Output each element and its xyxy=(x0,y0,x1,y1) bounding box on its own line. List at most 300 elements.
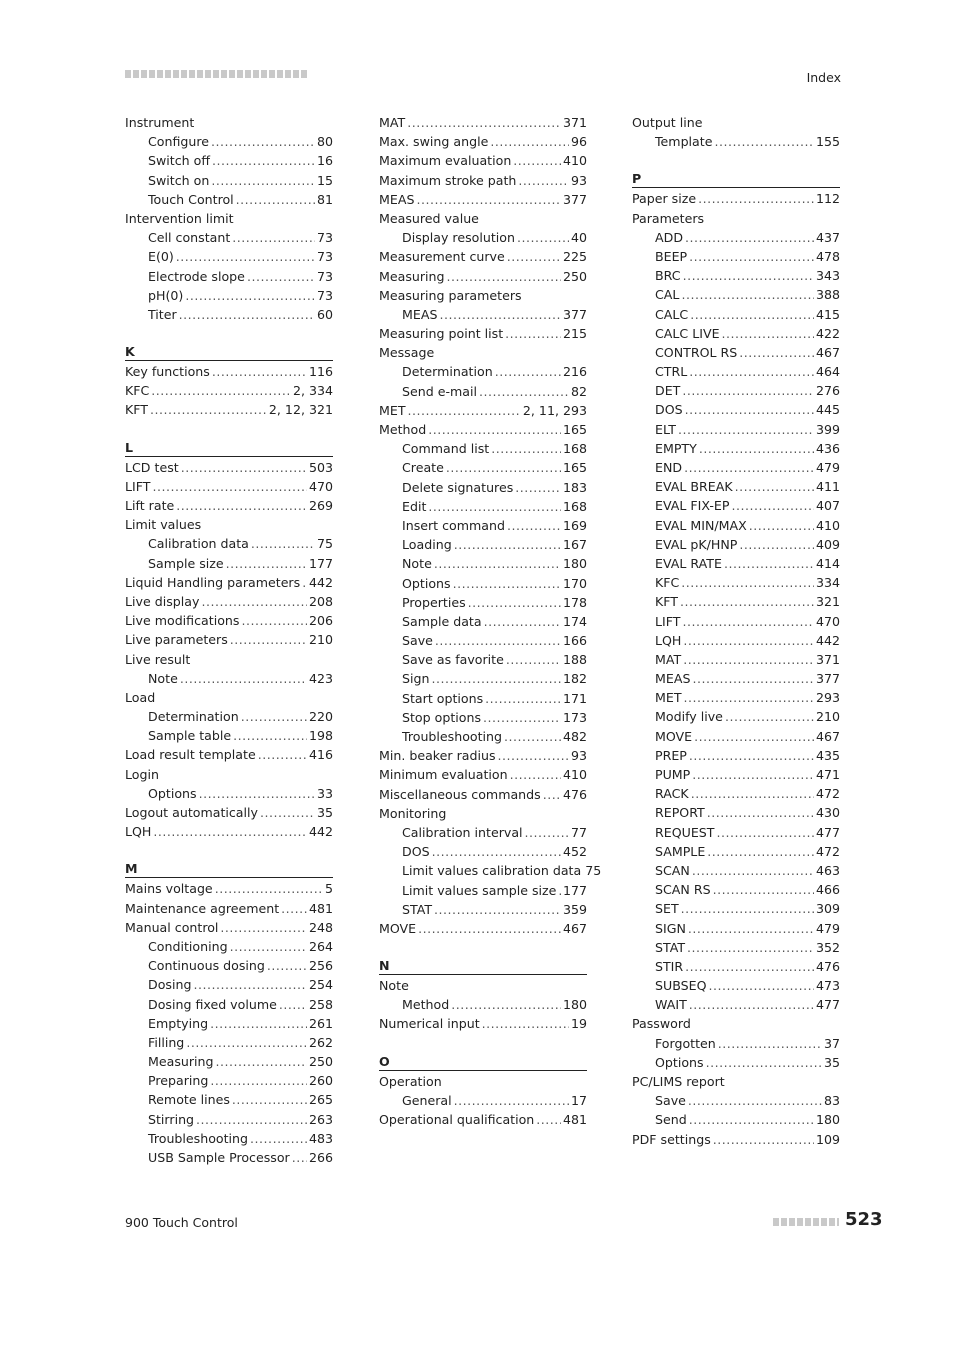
index-subentry xyxy=(125,171,333,190)
entry-page-ref: 399 xyxy=(815,421,840,437)
index-entry xyxy=(125,592,333,611)
index-subentry xyxy=(379,305,587,324)
index-subentry xyxy=(632,784,840,803)
index-subentry xyxy=(379,842,587,861)
dot-leader xyxy=(510,765,561,784)
entry-page-ref: 466 xyxy=(815,882,840,898)
entry-page-ref: 467 xyxy=(815,344,840,360)
entry-page-ref: 220 xyxy=(308,709,333,725)
entry-term: Max. swing angle xyxy=(379,134,489,150)
index-subentry xyxy=(632,612,840,631)
index-entry xyxy=(379,151,587,170)
entry-term: Measuring xyxy=(379,268,445,284)
index-subentry xyxy=(632,381,840,400)
entry-term: EVAL RATE xyxy=(655,555,722,571)
index-entry xyxy=(125,765,333,784)
entry-term: Insert command xyxy=(402,517,505,533)
dot-leader xyxy=(681,573,814,592)
entry-term: KFT xyxy=(655,594,678,610)
index-subentry xyxy=(125,1071,333,1090)
entry-page-ref: 2, 12, 321 xyxy=(268,402,333,418)
index-entry xyxy=(125,879,333,898)
index-entry xyxy=(379,247,587,266)
entry-page-ref: 170 xyxy=(562,575,587,591)
dot-leader xyxy=(683,631,814,650)
entry-term: Modify live xyxy=(655,709,723,725)
index-subentry xyxy=(125,1129,333,1148)
entry-term: EMPTY xyxy=(655,440,697,456)
entry-page-ref: 248 xyxy=(308,919,333,935)
dot-leader xyxy=(180,669,307,688)
dot-leader xyxy=(408,401,521,420)
entry-page-ref: 437 xyxy=(815,229,840,245)
entry-page-ref: 467 xyxy=(562,920,587,936)
index-entry xyxy=(632,113,840,132)
index-subentry xyxy=(379,478,587,497)
entry-page-ref: 422 xyxy=(815,325,840,341)
entry-term: BRC xyxy=(655,268,681,284)
dot-leader xyxy=(454,535,561,554)
index-subentry xyxy=(379,362,587,381)
entry-term: Dosing fixed volume xyxy=(148,996,277,1012)
entry-page-ref: 173 xyxy=(562,709,587,725)
index-entry xyxy=(125,573,333,592)
index-subentry xyxy=(632,957,840,976)
entry-term: Touch Control xyxy=(148,191,234,207)
index-entry xyxy=(125,496,333,515)
entry-page-ref: 481 xyxy=(308,900,333,916)
index-subentry xyxy=(125,247,333,266)
index-subentry xyxy=(632,669,840,688)
dot-leader xyxy=(176,496,307,515)
entry-term: Note xyxy=(379,978,409,994)
index-subentry xyxy=(632,458,840,477)
entry-term: Monitoring xyxy=(379,805,447,821)
dot-leader xyxy=(689,362,814,381)
dot-leader xyxy=(505,324,561,343)
entry-term: Cell constant xyxy=(148,230,231,246)
entry-page-ref: 155 xyxy=(815,134,840,150)
entry-page-ref: 263 xyxy=(308,1111,333,1127)
entry-page-ref: 167 xyxy=(562,537,587,553)
index-subentry xyxy=(632,400,840,419)
entry-page-ref: 334 xyxy=(815,575,840,591)
entry-page-ref: 250 xyxy=(562,268,587,284)
entry-page-ref: 371 xyxy=(562,115,587,130)
entry-page-ref: 377 xyxy=(562,306,587,322)
index-subentry xyxy=(632,765,840,784)
entry-page-ref: 442 xyxy=(308,574,333,590)
entry-term: Forgotten xyxy=(655,1035,716,1051)
dot-leader xyxy=(707,842,814,861)
entry-page-ref: 96 xyxy=(570,134,587,150)
dot-leader xyxy=(678,420,814,439)
entry-term: Sample data xyxy=(402,613,482,629)
entry-page-ref: 180 xyxy=(562,997,587,1013)
index-entry xyxy=(125,918,333,937)
entry-page-ref: 411 xyxy=(815,479,840,495)
entry-page-ref: 37 xyxy=(823,1035,840,1051)
index-entry xyxy=(125,209,333,228)
dot-leader xyxy=(684,688,814,707)
entry-term: Sample table xyxy=(148,728,232,744)
entry-term: Delete signatures xyxy=(402,479,514,495)
entry-term: SCAN xyxy=(655,862,690,878)
entry-term: LQH xyxy=(125,824,152,840)
dot-leader xyxy=(716,823,813,842)
entry-page-ref: 93 xyxy=(570,172,587,188)
entry-page-ref: 215 xyxy=(562,326,587,342)
index-subentry xyxy=(632,516,840,535)
entry-term: Sample size xyxy=(148,555,224,571)
dot-leader xyxy=(230,937,307,956)
dot-leader xyxy=(735,477,814,496)
dot-leader xyxy=(709,976,814,995)
dot-leader xyxy=(181,458,307,477)
entry-page-ref: 210 xyxy=(308,632,333,648)
entry-page-ref: 464 xyxy=(815,364,840,380)
index-entry xyxy=(125,400,333,419)
index-entry xyxy=(379,209,587,228)
index-subentry xyxy=(632,362,840,381)
entry-term: Calibration data xyxy=(148,536,249,552)
entry-page-ref: 463 xyxy=(815,862,840,878)
index-entry xyxy=(125,113,333,132)
entry-term: Key functions xyxy=(125,364,210,380)
index-subentry xyxy=(379,612,587,631)
index-subentry xyxy=(632,1053,840,1072)
entry-term: SUBSEQ xyxy=(655,978,707,994)
entry-term: MEAS xyxy=(402,306,438,322)
entry-page-ref: 15 xyxy=(316,172,333,188)
entry-page-ref: 16 xyxy=(316,153,333,169)
dot-leader xyxy=(236,190,315,209)
entry-page-ref: 472 xyxy=(815,843,840,859)
index-subentry xyxy=(632,631,840,650)
entry-term: Emptying xyxy=(148,1015,209,1031)
index-entry xyxy=(125,458,333,477)
entry-page-ref: 478 xyxy=(815,248,840,264)
dot-leader xyxy=(731,496,813,515)
entry-page-ref: 352 xyxy=(815,939,840,955)
entry-term: PREP xyxy=(655,747,687,763)
index-subentry xyxy=(632,535,840,554)
index-subentry xyxy=(379,535,587,554)
entry-term: Limit values sample size xyxy=(402,882,557,898)
entry-page-ref: 477 xyxy=(815,997,840,1013)
entry-term: Intervention limit xyxy=(125,210,234,226)
index-subentry xyxy=(632,132,840,151)
dot-leader xyxy=(739,343,814,362)
entry-term: Operational qualification xyxy=(379,1112,535,1127)
dot-leader xyxy=(454,1091,569,1110)
page-number: 523 xyxy=(845,1209,883,1230)
dot-leader xyxy=(683,650,814,669)
index-subentry xyxy=(379,650,587,669)
index-entry xyxy=(379,1014,587,1033)
entry-term: Measuring xyxy=(148,1054,214,1070)
entry-page-ref: 471 xyxy=(815,767,840,782)
dot-leader xyxy=(233,726,307,745)
entry-term: Command list xyxy=(402,441,490,457)
entry-term: Options xyxy=(655,1054,704,1070)
dot-leader xyxy=(196,1110,307,1129)
entry-term: EVAL FIX-EP xyxy=(655,498,730,514)
index-subentry xyxy=(632,842,840,861)
entry-term: MOVE xyxy=(655,728,693,744)
entry-page-ref: 182 xyxy=(562,671,587,687)
index-subentry xyxy=(379,727,587,746)
entry-term: SET xyxy=(655,901,679,917)
entry-page-ref: 472 xyxy=(815,786,840,802)
entry-page-ref: 35 xyxy=(823,1054,840,1070)
index-subentry xyxy=(379,881,587,900)
dot-leader xyxy=(518,171,569,190)
entry-page-ref: 423 xyxy=(308,670,333,686)
header-title: Index xyxy=(806,70,841,85)
index-subentry xyxy=(632,707,840,726)
index-subentry xyxy=(379,228,587,247)
dot-leader xyxy=(186,1033,307,1052)
index-subentry xyxy=(125,267,333,286)
dot-leader xyxy=(232,228,315,247)
index-subentry xyxy=(379,861,602,880)
index-subentry xyxy=(632,1110,840,1129)
index-entry xyxy=(379,1110,587,1129)
entry-term: Stop options xyxy=(402,709,482,725)
entry-term: LIFT xyxy=(655,613,681,629)
entry-page-ref: 171 xyxy=(562,690,587,706)
dot-leader xyxy=(446,458,561,477)
entry-term: Options xyxy=(148,785,197,801)
index-entry xyxy=(125,362,333,381)
entry-term: KFC xyxy=(655,575,680,591)
entry-term: Output line xyxy=(632,115,703,130)
index-subentry xyxy=(632,305,840,324)
index-subentry xyxy=(125,995,333,1014)
dot-leader xyxy=(447,267,561,286)
index-subentry xyxy=(632,439,840,458)
index-subentry xyxy=(379,439,587,458)
index-subentry xyxy=(125,937,333,956)
dot-leader xyxy=(690,305,814,324)
index-subentry xyxy=(632,477,840,496)
dot-leader xyxy=(226,554,307,573)
entry-page-ref: 165 xyxy=(562,422,587,437)
index-entry xyxy=(379,132,587,151)
dot-leader xyxy=(250,1129,307,1148)
entry-term: STAT xyxy=(655,939,686,955)
index-subentry xyxy=(379,689,587,708)
index-entry xyxy=(379,190,587,209)
index-subentry xyxy=(379,516,587,535)
dot-leader xyxy=(179,305,315,324)
entry-page-ref: 19 xyxy=(570,1016,587,1032)
entry-page-ref: 479 xyxy=(815,920,840,936)
entry-term: Sign xyxy=(402,671,430,687)
dot-leader xyxy=(498,746,569,765)
entry-term: Miscellaneous commands xyxy=(379,786,541,802)
entry-page-ref: 377 xyxy=(562,191,587,207)
dot-leader xyxy=(482,1014,569,1033)
index-subentry xyxy=(379,554,587,573)
entry-term: REQUEST xyxy=(655,824,715,840)
entry-page-ref: 73 xyxy=(316,230,333,246)
entry-term: Lift rate xyxy=(125,498,175,513)
index-entry xyxy=(379,343,587,362)
entry-page-ref: 430 xyxy=(815,805,840,821)
entry-page-ref: 165 xyxy=(562,460,587,476)
entry-term: Parameters xyxy=(632,210,705,226)
index-subentry xyxy=(379,823,587,842)
dot-leader xyxy=(230,630,307,649)
entry-term: Mains voltage xyxy=(125,881,213,897)
dot-leader xyxy=(220,918,307,937)
entry-term: Switch off xyxy=(148,153,211,169)
dot-leader xyxy=(543,785,561,804)
entry-term: KFT xyxy=(125,402,148,418)
dot-leader xyxy=(689,746,814,765)
entry-term: Determination xyxy=(148,709,239,725)
index-entry xyxy=(125,688,333,707)
index-entry xyxy=(632,1014,840,1033)
entry-term: MOVE xyxy=(379,920,417,936)
dot-leader xyxy=(434,554,561,573)
entry-page-ref: 343 xyxy=(815,268,840,284)
entry-term: Determination xyxy=(402,364,493,380)
index-subentry xyxy=(632,228,840,247)
entry-term: SIGN xyxy=(655,920,686,936)
entry-term: Send e-mail xyxy=(402,383,477,399)
entry-term: LIFT xyxy=(125,478,151,494)
index-entry xyxy=(379,401,587,420)
entry-page-ref: 276 xyxy=(815,383,840,399)
dot-leader xyxy=(490,132,569,151)
entry-term: MET xyxy=(379,402,406,418)
entry-page-ref: 250 xyxy=(308,1054,333,1070)
entry-term: Stirring xyxy=(148,1111,195,1127)
entry-term: Display resolution xyxy=(402,230,515,246)
entry-term: Save xyxy=(402,633,433,649)
index-entry xyxy=(125,611,333,630)
index-letter-heading: M xyxy=(125,860,333,878)
entry-page-ref: 476 xyxy=(815,958,840,974)
index-subentry xyxy=(125,151,333,170)
dot-leader xyxy=(241,707,307,726)
dot-leader xyxy=(468,593,561,612)
entry-term: Filling xyxy=(148,1034,185,1050)
entry-term: Logout automatically xyxy=(125,805,258,820)
entry-page-ref: 93 xyxy=(570,748,587,764)
entry-term: PDF settings xyxy=(632,1131,711,1147)
entry-term: Configure xyxy=(148,134,210,150)
index-subentry xyxy=(632,554,840,573)
entry-page-ref: 174 xyxy=(562,613,587,629)
entry-page-ref: 180 xyxy=(815,1112,840,1128)
entry-page-ref: 265 xyxy=(308,1092,333,1108)
entry-page-ref: 261 xyxy=(308,1015,333,1031)
dot-leader xyxy=(713,1130,814,1149)
entry-page-ref: 33 xyxy=(316,785,333,801)
dot-leader xyxy=(212,362,307,381)
entry-page-ref: 481 xyxy=(562,1112,587,1127)
index-subentry xyxy=(125,228,333,247)
entry-term: Live display xyxy=(125,593,200,609)
index-entry xyxy=(379,785,587,804)
entry-term: Load xyxy=(125,689,156,705)
entry-page-ref: 5 xyxy=(324,881,333,897)
entry-term: Calibration interval xyxy=(402,824,523,840)
dot-leader xyxy=(718,1034,822,1053)
index-subentry xyxy=(125,1033,333,1052)
dot-leader xyxy=(515,478,561,497)
dot-leader xyxy=(267,956,307,975)
dot-leader xyxy=(688,1091,822,1110)
entry-term: Method xyxy=(379,422,427,437)
dot-leader xyxy=(713,880,814,899)
index-letter-heading: K xyxy=(125,343,333,361)
index-entry xyxy=(379,171,587,190)
entry-page-ref: 467 xyxy=(815,728,840,744)
entry-page-ref: 479 xyxy=(815,460,840,475)
entry-term: REPORT xyxy=(655,805,705,821)
entry-term: pH(0) xyxy=(148,287,184,303)
dot-leader xyxy=(504,727,561,746)
entry-page-ref: 75 xyxy=(316,536,333,552)
index-subentry xyxy=(632,919,840,938)
entry-page-ref: 225 xyxy=(562,249,587,265)
entry-page-ref: 168 xyxy=(562,441,587,457)
index-column-3 xyxy=(632,113,840,1149)
dot-leader xyxy=(687,938,814,957)
index-subentry xyxy=(632,976,840,995)
index-subentry xyxy=(125,554,333,573)
dot-leader xyxy=(699,439,814,458)
index-subentry xyxy=(125,305,333,324)
entry-page-ref: 483 xyxy=(308,1130,333,1146)
entry-page-ref: 359 xyxy=(562,901,587,917)
dot-leader xyxy=(150,400,267,419)
index-entry xyxy=(632,1130,840,1149)
entry-page-ref: 177 xyxy=(562,882,587,898)
entry-term: USB Sample Processor xyxy=(148,1150,290,1165)
index-entry xyxy=(125,650,333,669)
entry-term: Template xyxy=(655,134,713,150)
entry-term: Message xyxy=(379,345,435,361)
entry-page-ref: 169 xyxy=(562,517,587,533)
entry-term: Numerical input xyxy=(379,1016,480,1032)
dot-leader xyxy=(185,286,315,305)
dot-leader xyxy=(691,784,814,803)
index-subentry xyxy=(632,861,840,880)
entry-term: Titer xyxy=(148,306,177,322)
index-subentry xyxy=(632,592,840,611)
dot-leader xyxy=(439,305,561,324)
entry-page-ref: 482 xyxy=(562,729,587,744)
index-subentry xyxy=(632,573,840,592)
entry-term: LCD test xyxy=(125,459,179,475)
entry-page-ref: 73 xyxy=(316,287,333,303)
index-subentry xyxy=(125,956,333,975)
entry-page-ref: 81 xyxy=(316,191,333,207)
dot-leader xyxy=(681,285,814,304)
dot-leader xyxy=(485,689,561,708)
entry-term: Options xyxy=(402,575,451,591)
dot-leader xyxy=(725,707,814,726)
index-subentry xyxy=(632,880,840,899)
entry-term: PC/LIMS report xyxy=(632,1074,725,1089)
index-subentry xyxy=(632,746,840,765)
